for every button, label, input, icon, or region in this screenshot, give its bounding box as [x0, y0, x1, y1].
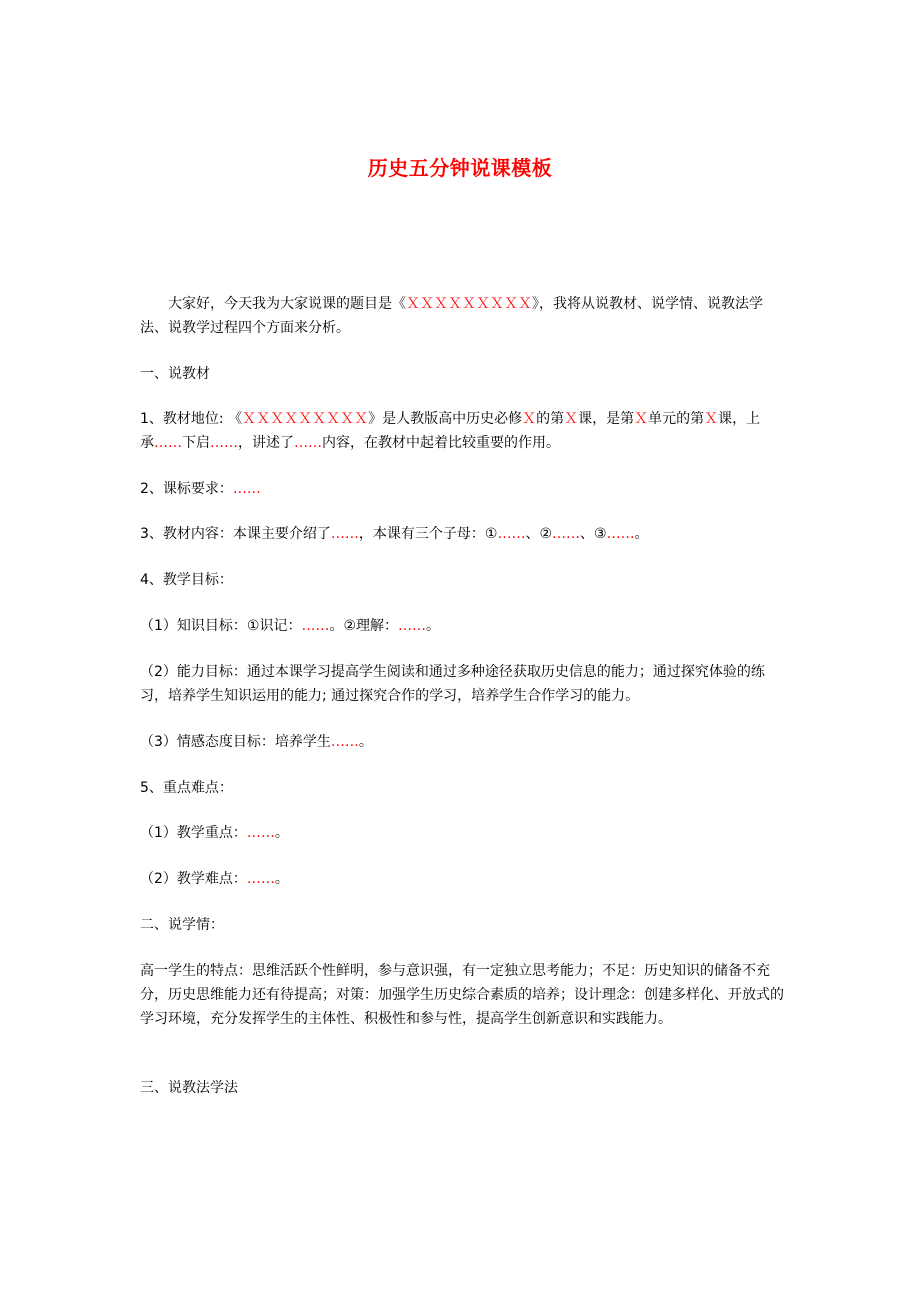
text: 。 — [274, 871, 289, 887]
item-key-points-heading: 5、重点难点： — [140, 780, 233, 796]
key-point-difficulty — [140, 867, 790, 891]
placeholder-dots: …… — [232, 481, 261, 497]
section-heading-methods: 三、说教法学法 — [140, 1080, 238, 1096]
placeholder-dots: …… — [330, 734, 359, 750]
goal-emotion — [140, 730, 790, 754]
text: 、② — [525, 526, 553, 542]
text: 课，是第 — [578, 411, 635, 427]
text: 单元的第 — [648, 411, 705, 427]
section-heading-students: 二、说学情： — [140, 917, 224, 933]
text: （3）情感态度目标：培养学生 — [140, 734, 331, 750]
intro-placeholder-title: ＸＸＸＸＸＸＸＸＸ — [406, 296, 532, 312]
intro-paragraph — [140, 292, 790, 340]
item-teaching-goals-heading: 4、教学目标： — [140, 572, 233, 588]
text: 课，上承 — [140, 411, 761, 451]
placeholder: ＸＸＸＸＸＸＸＸＸ — [242, 411, 369, 427]
students-paragraph: 高一学生的特点：思维活跃个性鲜明，参与意识强，有一定独立思考能力；不足：历史知识的储备不充分，历史思维能力还有待提高；对策：加强学生历史综合素质的培养；设计理念：创建多样化、开放式的学习环境，充分发挥学生的主体性、积极性和参与性，提高学生创新意识和实践能力。 — [140, 963, 784, 1027]
text: 1、教材地位: 《 — [140, 411, 243, 427]
text: 内容，在教材中起着比较重要的作用。 — [322, 435, 560, 451]
placeholder-dots: …… — [294, 435, 322, 451]
intro-text-2: 》，我将从说教材、说学情、说教法学法、说教学过程四个方面来分析。 — [140, 296, 763, 336]
page-title: 历史五分钟说课模板 — [367, 156, 553, 180]
placeholder: Ｘ — [704, 411, 719, 427]
section-heading-textbook: 一、说教材 — [140, 366, 210, 382]
text: 。 — [426, 618, 441, 634]
text: 。 — [634, 526, 649, 542]
placeholder-dots: …… — [330, 526, 359, 542]
placeholder: Ｘ — [522, 411, 537, 427]
text: 下启 — [182, 435, 210, 451]
text: （2）教学难点： — [140, 871, 247, 887]
text: 3、教材内容：本课主要介绍了 — [140, 526, 331, 542]
placeholder-dots: …… — [210, 435, 238, 451]
text: （1）知识目标：①识记： — [140, 618, 302, 634]
text: 。 — [274, 825, 289, 841]
placeholder-dots: …… — [398, 618, 427, 634]
item-textbook-content — [140, 522, 790, 546]
placeholder-dots: …… — [606, 526, 635, 542]
text: 的第 — [536, 411, 565, 427]
goal-ability: （2）能力目标：通过本课学习提高学生阅读和通过多种途径获取历史信息的能力；通过探究体验的练习，培养学生知识运用的能力; 通过探究合作的学习，培养学生合作学习的能力。 — [140, 664, 765, 704]
placeholder: Ｘ — [634, 411, 649, 427]
placeholder-dots: …… — [246, 871, 275, 887]
text: 。②理解： — [329, 618, 399, 634]
placeholder: Ｘ — [564, 411, 579, 427]
placeholder-dots: …… — [497, 526, 526, 542]
text: （1）教学重点： — [140, 825, 247, 841]
text: 。 — [358, 734, 373, 750]
text: 》是人教版高中历史必修 — [368, 411, 523, 427]
placeholder-dots: …… — [154, 435, 182, 451]
key-point-focus — [140, 821, 790, 845]
text: ，本课有三个子母：① — [358, 526, 498, 542]
text: 2、课标要求： — [140, 481, 233, 497]
placeholder-dots: …… — [552, 526, 581, 542]
item-curriculum-standard — [140, 477, 790, 501]
text: 、③ — [580, 526, 607, 542]
placeholder-dots: …… — [246, 825, 275, 841]
intro-text-1: 大家好，今天我为大家说课的题目是《 — [168, 296, 406, 312]
placeholder-dots: …… — [301, 618, 330, 634]
goal-knowledge — [140, 614, 790, 638]
item-textbook-position — [140, 407, 790, 455]
text: ，讲述了 — [238, 435, 294, 451]
